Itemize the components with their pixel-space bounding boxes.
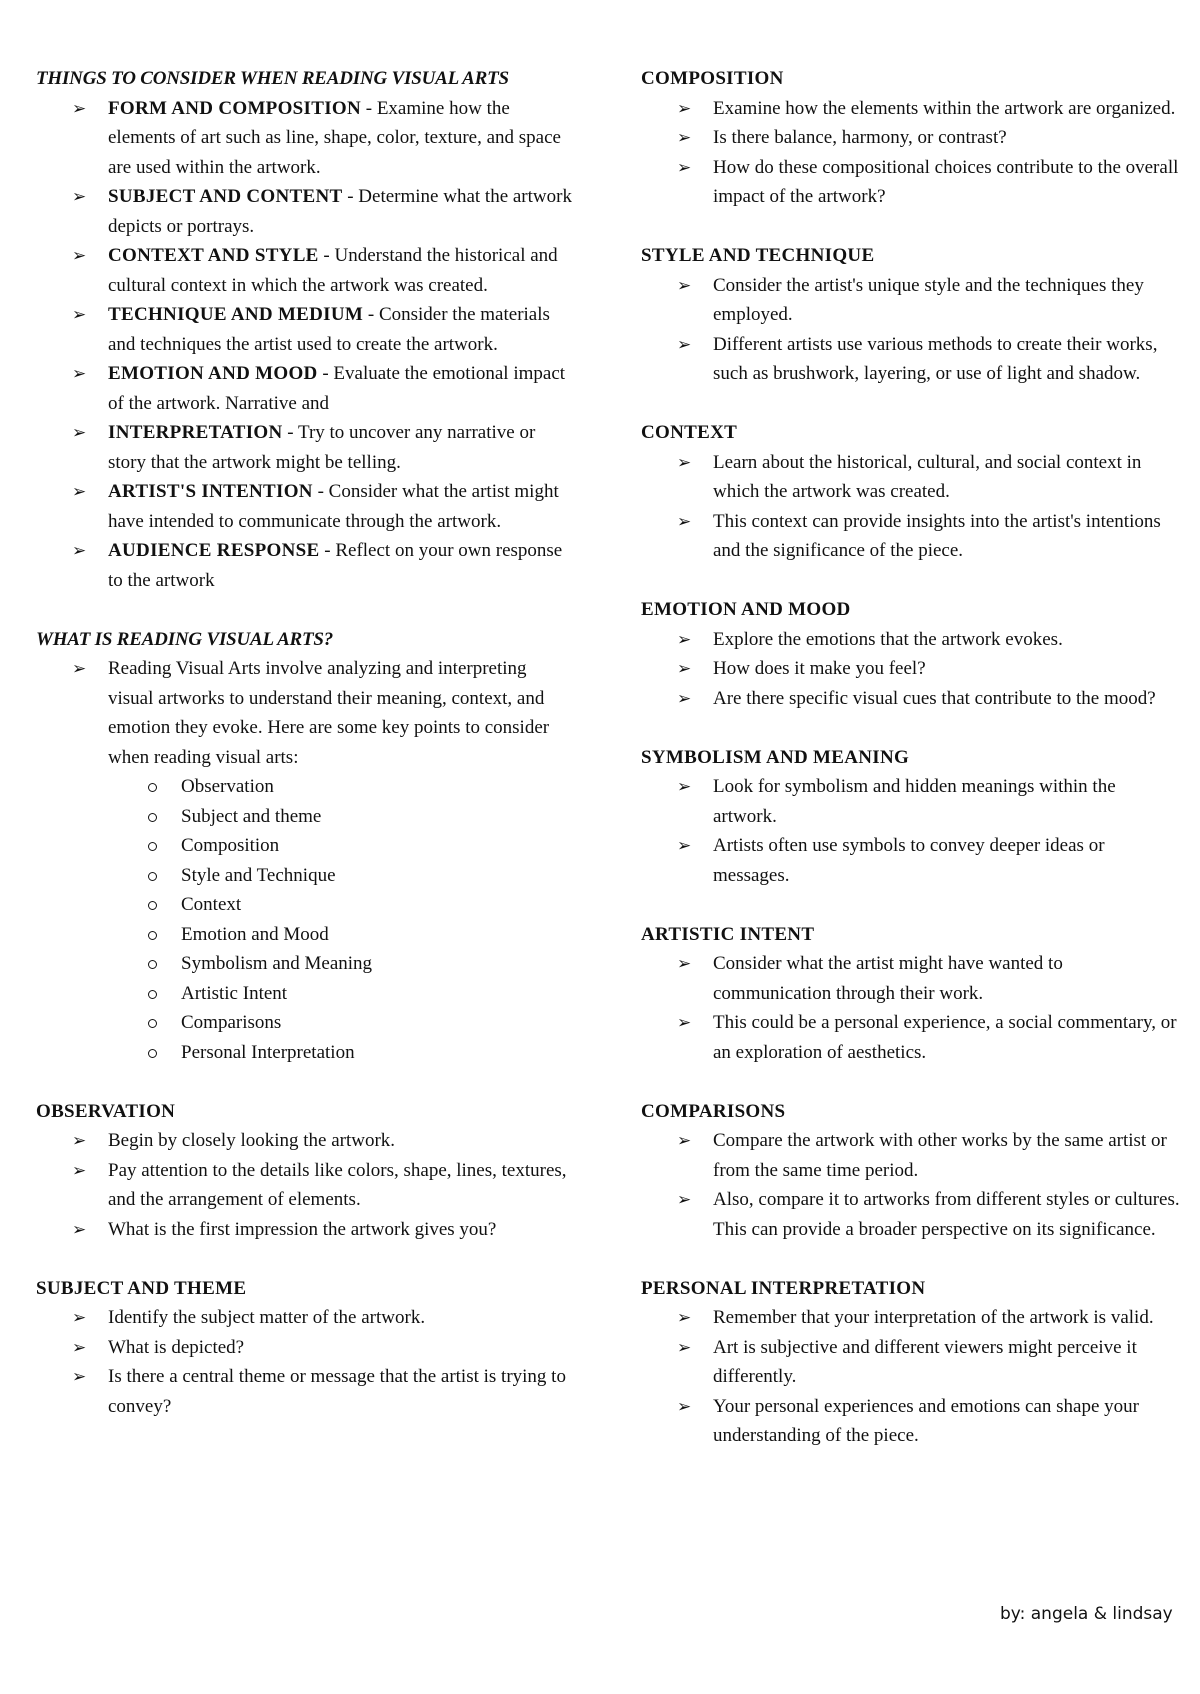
key-points-list [36, 772, 576, 1067]
section-heading-emotion-mood: EMOTION AND MOOD [641, 599, 851, 620]
list-item [677, 831, 1181, 890]
list-item [72, 359, 576, 418]
item-text: - Try to uncover any narrative or story that the artwork might be telling. [108, 422, 536, 473]
item-text: Art is subjective and different viewers might perceive it differently. [713, 1336, 1137, 1387]
author-credit: by: angela & lindsay [1000, 1604, 1173, 1624]
item-text: Consider the artist's unique style and the techniques they employed. [713, 274, 1144, 325]
arrow-bullet-icon: ➢ [72, 1337, 87, 1357]
item-term: SUBJECT AND CONTENT [108, 186, 343, 207]
item-text: Begin by closely looking the artwork. [108, 1130, 396, 1151]
arrow-bullet-icon: ➢ [677, 1308, 692, 1327]
list-item [677, 271, 1181, 330]
list-item [677, 1185, 1181, 1244]
arrow-bullet-icon: ➢ [677, 1396, 692, 1416]
style-technique-list [641, 271, 1181, 389]
item-term: ARTIST'S INTENTION [108, 481, 313, 502]
circle-bullet-icon [148, 901, 157, 910]
list-item [72, 1303, 576, 1333]
comparisons-list [641, 1126, 1181, 1244]
list-item [72, 1333, 576, 1363]
item-text: Also, compare it to artworks from different styles or cultures. This can provide a broader perspective on its significance. [713, 1189, 1180, 1240]
list-item [181, 1038, 576, 1068]
item-text: - Examine how the elements of art such as line, shape, color, texture, and space are used within the artwork. [108, 97, 561, 178]
arrow-bullet-icon: ➢ [677, 1337, 692, 1357]
item-text: This could be a personal experience, a social commentary, or an exploration of aesthetics. [713, 1012, 1177, 1063]
arrow-bullet-icon: ➢ [677, 1013, 692, 1032]
list-item [72, 477, 576, 536]
list-item [181, 920, 576, 950]
circle-bullet-icon [148, 813, 157, 822]
item-text: Consider what the artist might have wanted to communication through their work. [713, 953, 1063, 1004]
circle-bullet-icon [148, 842, 157, 851]
arrow-bullet-icon: ➢ [677, 452, 692, 472]
arrow-bullet-icon: ➢ [677, 836, 692, 855]
list-item [72, 94, 576, 183]
observation-list [36, 1126, 576, 1244]
section-heading-style-technique: STYLE AND TECHNIQUE [641, 245, 875, 266]
point-text: Composition [181, 835, 280, 856]
item-text: - Understand the historical and cultural context in which the artwork was created. [108, 245, 558, 296]
list-item [677, 1126, 1181, 1185]
item-text: How does it make you feel? [713, 658, 926, 679]
item-text: Examine how the elements within the artwork are organized. [713, 97, 1176, 119]
item-text: - Consider what the artist might have intended to communicate through the artwork. [108, 481, 559, 532]
artistic-intent-list [641, 949, 1181, 1067]
point-text: Observation [181, 776, 274, 797]
arrow-bullet-icon: ➢ [72, 1160, 87, 1180]
arrow-bullet-icon: ➢ [677, 98, 692, 118]
arrow-bullet-icon: ➢ [677, 954, 692, 973]
list-item [72, 1156, 576, 1215]
section-heading-subject-theme: SUBJECT AND THEME [36, 1277, 247, 1299]
item-text: Learn about the historical, cultural, and social context in which the artwork was created. [713, 451, 1142, 502]
circle-bullet-icon [148, 783, 157, 792]
arrow-bullet-icon: ➢ [677, 777, 692, 796]
item-text: - Consider the materials and techniques the artist used to create the artwork. [108, 304, 550, 355]
arrow-bullet-icon: ➢ [72, 305, 87, 324]
arrow-bullet-icon: ➢ [677, 659, 692, 678]
arrow-bullet-icon: ➢ [72, 98, 87, 118]
item-text: Artists often use symbols to convey deeper ideas or messages. [713, 835, 1105, 886]
arrow-bullet-icon: ➢ [677, 688, 692, 708]
list-item [72, 300, 576, 359]
list-item [72, 418, 576, 477]
item-text: Look for symbolism and hidden meanings within the artwork. [713, 776, 1116, 827]
item-text: What is depicted? [108, 1336, 245, 1358]
list-item [72, 536, 576, 595]
arrow-bullet-icon: ➢ [677, 1190, 692, 1209]
context-list [641, 448, 1181, 566]
list-item [181, 1008, 576, 1038]
list-item [677, 507, 1181, 566]
item-text: What is the first impression the artwork gives you? [108, 1218, 497, 1240]
arrow-bullet-icon: ➢ [72, 364, 87, 383]
section-heading-context: CONTEXT [641, 422, 738, 443]
arrow-bullet-icon: ➢ [72, 659, 87, 678]
list-item [181, 861, 576, 891]
item-text: - Evaluate the emotional impact of the artwork. Narrative and [108, 363, 566, 414]
point-text: Emotion and Mood [181, 923, 329, 945]
arrow-bullet-icon: ➢ [677, 334, 692, 354]
list-item [677, 949, 1181, 1008]
arrow-bullet-icon: ➢ [72, 482, 87, 501]
arrow-bullet-icon: ➢ [72, 1219, 87, 1239]
circle-bullet-icon [148, 960, 157, 969]
section-heading-composition: COMPOSITION [641, 68, 784, 89]
list-item [677, 1303, 1181, 1333]
item-text: - Determine what the artwork depicts or portrays. [108, 186, 572, 237]
item-term: AUDIENCE RESPONSE [108, 540, 320, 561]
emotion-mood-list [641, 625, 1181, 714]
circle-bullet-icon [148, 931, 157, 940]
section-heading-symbolism-meaning: SYMBOLISM AND MEANING [641, 746, 910, 768]
right-column [641, 64, 1181, 1451]
arrow-bullet-icon: ➢ [677, 157, 692, 177]
item-text: This context can provide insights into the artist's intentions and the significance of the piece. [713, 510, 1161, 561]
item-text: How do these compositional choices contribute to the overall impact of the artwork? [713, 156, 1179, 207]
point-text: Artistic Intent [181, 982, 288, 1004]
list-item [181, 772, 576, 802]
list-item [677, 1333, 1181, 1392]
list-item [677, 330, 1181, 389]
circle-bullet-icon [148, 1049, 157, 1058]
personal-interpretation-list [641, 1303, 1181, 1451]
item-term: FORM AND COMPOSITION [108, 97, 361, 119]
item-text: Different artists use various methods to create their works, such as brushwork, layering, or use of light and shadow. [713, 333, 1158, 384]
list-item [677, 772, 1181, 831]
subject-theme-list [36, 1303, 576, 1421]
arrow-bullet-icon: ➢ [72, 541, 87, 560]
arrow-bullet-icon: ➢ [677, 629, 692, 649]
item-text: Your personal experiences and emotions can shape your understanding of the piece. [713, 1395, 1139, 1446]
what-intro: Reading Visual Arts involve analyzing and interpreting visual artworks to understand their meaning, context, and emotion they evoke. Here are some key points to consider when reading visual arts: [108, 658, 550, 768]
list-item [677, 654, 1181, 684]
item-text: Explore the emotions that the artwork evokes. [713, 628, 1063, 650]
item-text: Compare the artwork with other works by the same artist or from the same time period. [713, 1130, 1167, 1181]
list-item [72, 182, 576, 241]
list-item [181, 802, 576, 832]
list-item [677, 123, 1181, 153]
what-title: WHAT IS READING VISUAL ARTS? [36, 628, 334, 650]
list-item [72, 654, 576, 772]
list-item [677, 1392, 1181, 1451]
arrow-bullet-icon: ➢ [677, 511, 692, 531]
list-item [181, 979, 576, 1009]
list-item [181, 831, 576, 861]
circle-bullet-icon [148, 1019, 157, 1028]
circle-bullet-icon [148, 872, 157, 881]
point-text: Comparisons [181, 1012, 282, 1033]
arrow-bullet-icon: ➢ [72, 1131, 87, 1150]
point-text: Personal Interpretation [181, 1041, 355, 1063]
composition-list [641, 94, 1181, 212]
what-list [36, 654, 576, 772]
arrow-bullet-icon: ➢ [72, 1367, 87, 1386]
item-text: Remember that your interpretation of the artwork is valid. [713, 1307, 1154, 1328]
point-text: Context [181, 894, 242, 915]
item-text: Pay attention to the details like colors, shape, lines, textures, and the arrangement of elements. [108, 1159, 567, 1210]
item-term: EMOTION AND MOOD [108, 363, 318, 384]
section-heading-artistic-intent: ARTISTIC INTENT [641, 923, 815, 945]
list-item [181, 890, 576, 920]
left-column [36, 64, 576, 1421]
arrow-bullet-icon: ➢ [677, 1131, 692, 1150]
list-item [677, 153, 1181, 212]
list-item [677, 625, 1181, 655]
arrow-bullet-icon: ➢ [72, 246, 87, 265]
section-heading-personal-interpretation: PERSONAL INTERPRETATION [641, 1277, 926, 1299]
things-list [36, 94, 576, 596]
list-item [677, 448, 1181, 507]
things-title: THINGS TO CONSIDER WHEN READING VISUAL ARTS [36, 68, 509, 89]
arrow-bullet-icon: ➢ [72, 423, 87, 442]
list-item [72, 1126, 576, 1156]
arrow-bullet-icon: ➢ [72, 187, 87, 206]
point-text: Subject and theme [181, 805, 322, 827]
point-text: Symbolism and Meaning [181, 953, 373, 974]
arrow-bullet-icon: ➢ [677, 128, 692, 147]
item-text: Identify the subject matter of the artwork. [108, 1307, 426, 1328]
item-term: INTERPRETATION [108, 422, 283, 443]
list-item [72, 1362, 576, 1421]
list-item [677, 94, 1181, 124]
section-heading-comparisons: COMPARISONS [641, 1100, 786, 1122]
section-heading-observation: OBSERVATION [36, 1100, 176, 1122]
item-text: Are there specific visual cues that contribute to the mood? [713, 687, 1156, 709]
item-text: Is there balance, harmony, or contrast? [713, 127, 1007, 148]
symbolism-meaning-list [641, 772, 1181, 890]
list-item [677, 1008, 1181, 1067]
arrow-bullet-icon: ➢ [677, 275, 692, 295]
list-item [72, 1215, 576, 1245]
item-text: Is there a central theme or message that the artist is trying to convey? [108, 1366, 566, 1417]
circle-bullet-icon [148, 990, 157, 999]
list-item [677, 684, 1181, 714]
item-term: CONTEXT AND STYLE [108, 245, 319, 266]
point-text: Style and Technique [181, 864, 336, 886]
list-item [181, 949, 576, 979]
item-term: TECHNIQUE AND MEDIUM [108, 304, 364, 325]
arrow-bullet-icon: ➢ [72, 1308, 87, 1327]
list-item [72, 241, 576, 300]
item-text: - Reflect on your own response to the artwork [108, 540, 563, 591]
